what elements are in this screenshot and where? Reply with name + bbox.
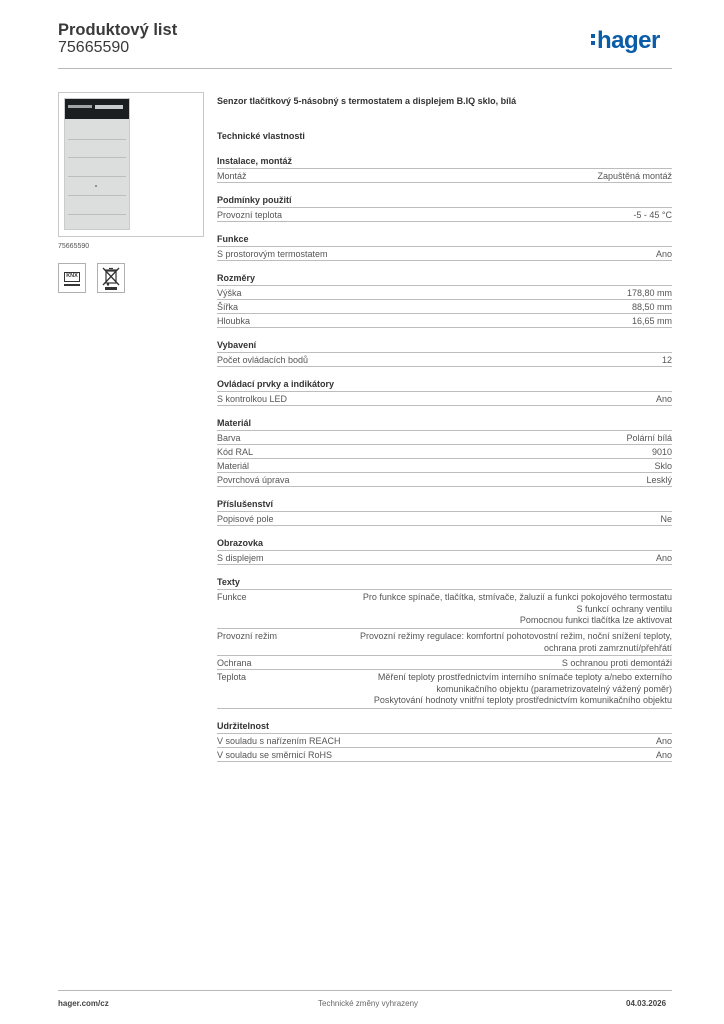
spec-value xyxy=(632,316,672,328)
spec-label: Šířka xyxy=(217,302,239,312)
spec-label: Ochrana xyxy=(217,658,252,668)
spec-value xyxy=(656,249,672,261)
spec-value-line: S funkcí ochrany ventilu xyxy=(576,603,672,614)
spec-value-line: 16,65 mm xyxy=(631,316,672,326)
group-divider xyxy=(217,708,672,709)
spec-value-line: Sklo xyxy=(654,461,672,471)
spec-label: S kontrolkou LED xyxy=(217,394,288,404)
product-image-frame xyxy=(58,92,204,237)
spec-row xyxy=(217,430,672,445)
product-number: 75665590 xyxy=(58,39,130,56)
group-divider xyxy=(217,327,672,328)
spec-value xyxy=(660,514,672,526)
spec-row xyxy=(217,168,672,183)
spec-row xyxy=(217,299,672,314)
section-title: Podmínky použití xyxy=(217,195,292,205)
weee-badge xyxy=(97,263,125,293)
spec-row xyxy=(217,550,672,565)
section-title: Rozměry xyxy=(217,273,256,283)
spec-label: Provozní režim xyxy=(217,631,278,641)
section-title: Ovládací prvky a indikátory xyxy=(217,379,335,389)
spec-value-line: 88,50 mm xyxy=(631,302,672,312)
spec-label: Teplota xyxy=(217,672,247,682)
spec-value xyxy=(633,210,672,222)
led-indicator xyxy=(95,185,97,187)
spec-value-line: Polární bílá xyxy=(626,433,672,443)
image-caption: 75665590 xyxy=(58,243,90,250)
spec-row xyxy=(217,285,672,300)
spec-label: Výška xyxy=(217,288,242,298)
spec-value-line: S ochranou proti demontáži xyxy=(561,658,672,668)
spec-label: V souladu se směrnicí RoHS xyxy=(217,750,333,760)
group-divider xyxy=(217,564,672,565)
spec-value-line: komunikačního objektu (parametrizovatelný vážený poměr) xyxy=(436,683,672,694)
section-title: Příslušenství xyxy=(217,499,274,509)
spec-value xyxy=(646,475,672,487)
group-divider xyxy=(217,182,672,183)
spec-row xyxy=(217,472,672,487)
spec-value-line: 9010 xyxy=(651,447,672,457)
spec-value xyxy=(597,171,672,183)
spec-value xyxy=(656,553,672,565)
section-title: Obrazovka xyxy=(217,538,264,548)
footer-website: hager.com/cz xyxy=(58,999,109,1008)
spec-row xyxy=(217,313,672,328)
section-title: Funkce xyxy=(217,234,249,244)
spec-value xyxy=(562,658,672,670)
spec-label: Povrchová úprava xyxy=(217,475,290,485)
knx-icon: KNX xyxy=(64,272,80,282)
spec-row xyxy=(217,733,672,748)
header-divider xyxy=(58,68,672,69)
spec-label: Popisové pole xyxy=(217,514,274,524)
product-title: Senzor tlačítkový 5-násobný s termostatem a displejem B.IQ sklo, bílá xyxy=(217,96,517,106)
spec-row xyxy=(217,669,672,709)
group-divider xyxy=(217,486,672,487)
spec-value-line: -5 - 45 °C xyxy=(633,210,672,220)
spec-value-line: ochrana proti zamrznutí/přehřátí xyxy=(543,642,672,653)
footer-date: 04.03.2026 xyxy=(626,999,667,1008)
spec-label: V souladu s nařízením REACH xyxy=(217,736,341,746)
page-title: Produktový list xyxy=(58,21,178,39)
spec-label: Počet ovládacích bodů xyxy=(217,355,309,365)
weee-crossed-bin-icon xyxy=(98,264,124,292)
logo-text: hager xyxy=(597,27,660,54)
spec-row xyxy=(217,589,672,629)
spec-value-line: Měření teploty prostřednictvím interního snímače teploty a/nebo externího xyxy=(377,672,672,682)
spec-value-line: Pomocnou funkci tlačítka lze aktivovat xyxy=(519,615,672,625)
group-divider xyxy=(217,260,672,261)
spec-row xyxy=(217,391,672,406)
spec-row xyxy=(217,747,672,762)
group-divider xyxy=(217,221,672,222)
product-image xyxy=(64,98,130,230)
spec-row xyxy=(217,458,672,473)
section-title: Vybavení xyxy=(217,340,257,350)
spec-row xyxy=(217,246,672,261)
spec-value xyxy=(662,355,672,367)
spec-value xyxy=(632,302,672,314)
spec-label: S displejem xyxy=(217,553,264,563)
section-title: Texty xyxy=(217,577,240,587)
spec-label: Hloubka xyxy=(217,316,251,326)
spec-row xyxy=(217,655,672,670)
footer-notice: Technické změny vyhrazeny xyxy=(318,999,419,1008)
spec-row xyxy=(217,628,672,656)
knx-badge xyxy=(58,263,86,293)
group-divider xyxy=(217,761,672,762)
spec-value-line: 178,80 mm xyxy=(626,288,672,298)
spec-value xyxy=(656,736,672,748)
spec-heading: Technické vlastnosti xyxy=(217,131,305,141)
spec-value-line: Ano xyxy=(655,553,672,563)
spec-label: S prostorovým termostatem xyxy=(217,249,328,259)
spec-value xyxy=(363,592,672,627)
spec-value xyxy=(360,631,672,654)
spec-value xyxy=(656,750,672,762)
spec-row xyxy=(217,444,672,459)
spec-value-line: Provozní režimy regulace: komfortní pohotovostní režim, noční snížení teploty, xyxy=(360,631,672,641)
hager-logo xyxy=(591,27,660,55)
spec-row xyxy=(217,207,672,222)
section-title: Instalace, montáž xyxy=(217,156,293,166)
spec-value-line: Poskytování hodnoty vnitřní teploty prostřednictvím komunikačního objektu xyxy=(373,695,672,705)
spec-value-line: 12 xyxy=(661,355,672,365)
spec-value xyxy=(626,433,672,445)
group-divider xyxy=(217,405,672,406)
spec-row xyxy=(217,511,672,526)
spec-label: Kód RAL xyxy=(217,447,254,457)
section-title: Materiál xyxy=(217,418,252,428)
footer-divider xyxy=(58,990,672,991)
group-divider xyxy=(217,525,672,526)
spec-value-line: Zapuštěná montáž xyxy=(597,171,672,181)
spec-label: Provozní teplota xyxy=(217,210,283,220)
spec-value-line: Ano xyxy=(655,249,672,259)
spec-label: Funkce xyxy=(217,592,247,602)
spec-value-line: Ne xyxy=(660,514,672,524)
group-divider xyxy=(217,366,672,367)
spec-value-line: Pro funkce spínače, tlačítka, stmívače, žaluzií a funkci pokojového termostatu xyxy=(362,592,672,602)
spec-value xyxy=(374,672,672,707)
spec-value xyxy=(654,461,672,473)
spec-value xyxy=(652,447,672,459)
spec-value-line: Lesklý xyxy=(646,475,672,485)
spec-value-line: Ano xyxy=(655,394,672,404)
spec-value xyxy=(627,288,672,300)
spec-row xyxy=(217,352,672,367)
spec-label: Barva xyxy=(217,433,241,443)
spec-label: Materiál xyxy=(217,461,250,471)
spec-value-line: Ano xyxy=(655,750,672,760)
section-title: Udržitelnost xyxy=(217,721,270,731)
device-display xyxy=(65,99,129,119)
spec-label: Montáž xyxy=(217,171,247,181)
spec-value xyxy=(656,394,672,406)
spec-value-line: Ano xyxy=(655,736,672,746)
